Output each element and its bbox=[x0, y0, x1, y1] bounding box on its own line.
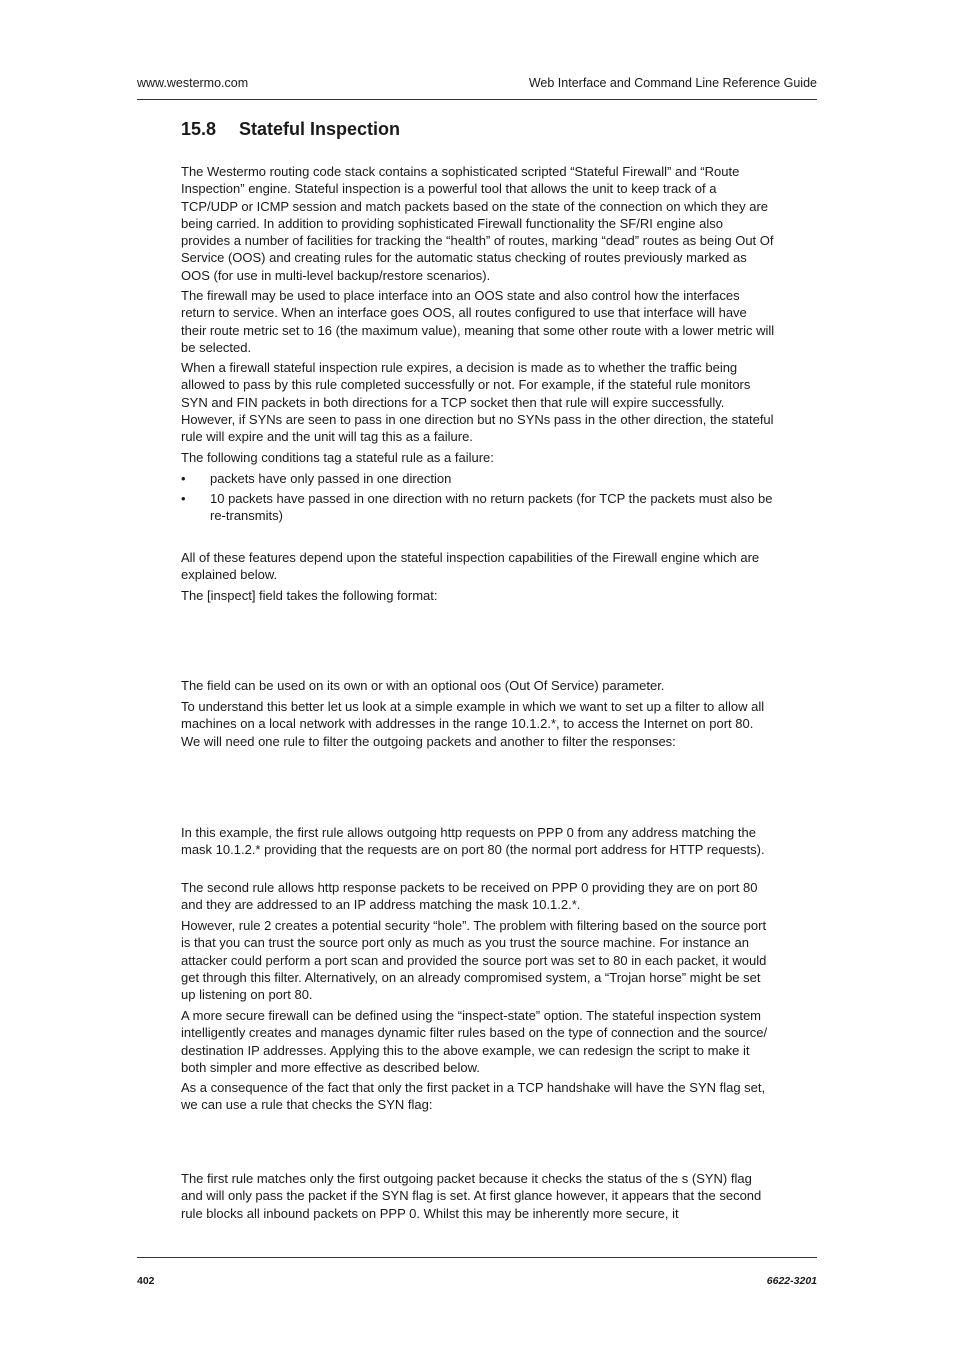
paragraph-oos: The firewall may be used to place interface into an OOS state and also control how the interfaces return to service. When an interface goes OOS, all routes configured to use that interface will have their route metric set to 16 (the maximum value), meaning that some other route with a lower metric will be selected. bbox=[181, 288, 775, 355]
section-heading bbox=[181, 119, 400, 140]
paragraph-example: To understand this better let us look at a simple example in which we want to set up a filter to allow all machines on a local network with addresses in the range 10.1.2.*, to access the Internet on port 80. We will need one rule to filter the outgoing packets and another to filter the responses: bbox=[181, 699, 765, 749]
paragraph-syn-flag: As a consequence of the fact that only the first packet in a TCP handshake will have the SYN flag set, we can use a rule that checks the SYN flag: bbox=[181, 1080, 766, 1113]
bullet-icon: • bbox=[181, 471, 186, 486]
paragraph-features: All of these features depend upon the stateful inspection capabilities of the Firewall engine which are explained below. bbox=[181, 550, 760, 583]
paragraph-intro: The Westermo routing code stack contains a sophisticated scripted “Stateful Firewall” and “Route Inspection” engine. Stateful inspection is a powerful tool that allows the unit to keep track of a TCP/UDP or ICMP session and match packets based on the state of the connection on which they are being carried. In addition to providing sophisticated Firewall functionality the SF/RI engine also provides a number of facilities for tracking the “health” of routes, marking “dead” routes as being Out Of Service (OOS) and creating rules for the automatic status checking of routes previously marked as OOS (for use in multi-level backup/restore scenarios). bbox=[181, 164, 774, 283]
paragraph-field-usage: The field can be used on its own or with an optional oos (Out Of Service) parameter. bbox=[181, 678, 665, 693]
section-title: Stateful Inspection bbox=[239, 119, 401, 139]
list-item: • 10 packets have passed in one direction with no return packets (for TCP the packets must also be re-transmits) bbox=[181, 491, 773, 524]
paragraph-first-packet: The first rule matches only the first outgoing packet because it checks the status of the s (SYN) flag and will only pass the packet if the SYN flag is set. At first glance however, it appears that the second rule blocks all inbound packets on PPP 0. Whilst this may be inherently more secure, it bbox=[181, 1171, 762, 1221]
footer-divider bbox=[137, 1257, 817, 1258]
bullet-icon: • bbox=[181, 491, 186, 506]
paragraph-conditions: The following conditions tag a stateful rule as a failure: bbox=[181, 450, 494, 465]
paragraph-inspect-format: The [inspect] field takes the following format: bbox=[181, 588, 438, 603]
section-number: 15.8 bbox=[181, 119, 217, 139]
paragraph-rule-expiry: When a firewall stateful inspection rule expires, a decision is made as to whether the traffic being allowed to pass by this rule completed successfully or not. For example, if the stateful rule monitors SYN and FIN packets in both directions for a TCP socket then that rule will expire successfully. However, if SYNs are seen to pass in one direction but no SYNs pass in the other direction, the stateful rule will expire and the unit will tag this as a failure. bbox=[181, 360, 774, 445]
list-item: • packets have only passed in one direction bbox=[181, 471, 452, 486]
page-number: 402 bbox=[137, 1275, 155, 1287]
paragraph-second-rule: The second rule allows http response packets to be received on PPP 0 providing they are on port 80 and they are addressed to an IP address matching the mask 10.1.2.*. bbox=[181, 880, 758, 913]
header-guide-title: Web Interface and Command Line Reference Guide bbox=[528, 76, 817, 90]
header-divider bbox=[137, 99, 817, 100]
header-site-url[interactable]: www.westermo.com bbox=[137, 76, 249, 90]
paragraph-security-hole: However, rule 2 creates a potential security “hole”. The problem with filtering based on the source port is that you can trust the source port only as much as you trust the source machine. For instance an attacker could perform a port scan and provided the source port was set to 80 in each packet, it would get through this filter. Alternatively, on an already compromised system, a “Trojan horse” might be set up listening on port 80. bbox=[181, 918, 767, 1003]
document-number: 6622-3201 bbox=[766, 1275, 817, 1287]
paragraph-first-rule: In this example, the first rule allows outgoing http requests on PPP 0 from any address matching the mask 10.1.2.* providing that the requests are on port 80 (the normal port address for HTTP requests). bbox=[181, 825, 765, 858]
paragraph-inspect-state: A more secure firewall can be defined using the “inspect-state” option. The stateful inspection system intelligently creates and manages dynamic filter rules based on the type of connection and the source/ destination IP addresses. Applying this to the above example, we can redesign the script to make it both simpler and more effective as described below. bbox=[181, 1008, 768, 1075]
